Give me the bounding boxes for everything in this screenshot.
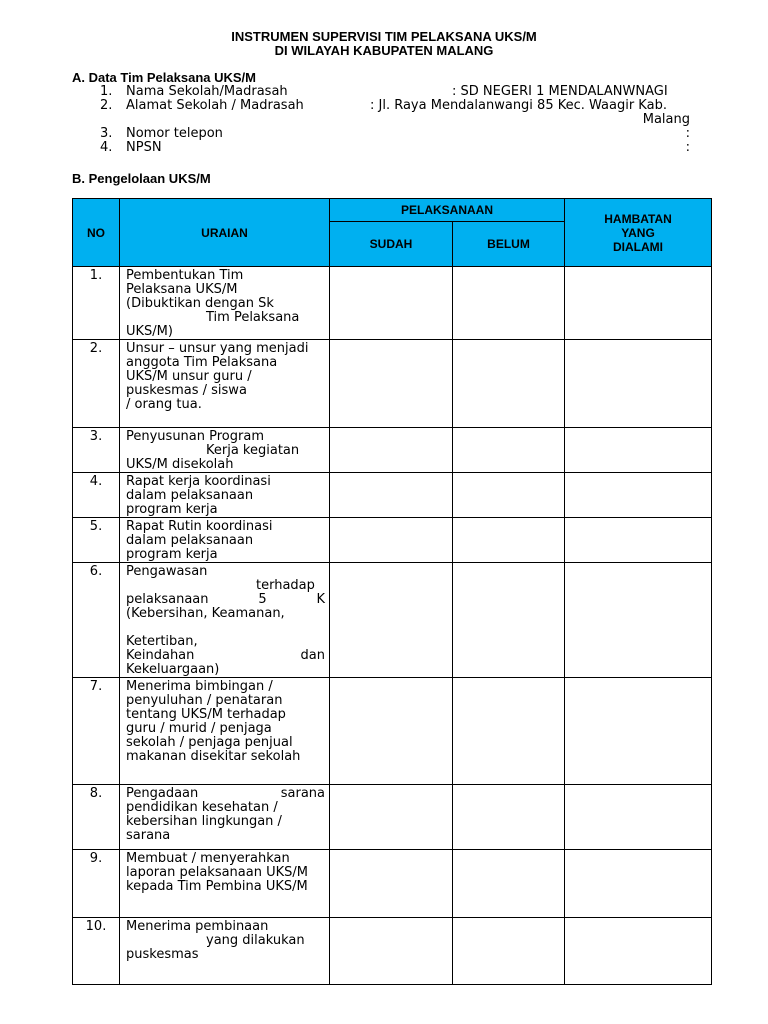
- cell-belum[interactable]: [453, 473, 565, 518]
- uraian-line: Rapat kerja koordinasi: [126, 474, 271, 489]
- uraian-line: sekolah / penjaga penjual: [126, 735, 293, 750]
- header-hambatan: [565, 199, 712, 267]
- uraian-line: Ketertiban,: [126, 634, 198, 649]
- row-uraian: [120, 678, 330, 785]
- info-row-telepon: [100, 127, 223, 141]
- table-row: [73, 267, 712, 340]
- header-belum: BELUM: [453, 222, 565, 267]
- cell-sudah[interactable]: [330, 918, 453, 985]
- section-a-heading: A. Data Tim Pelaksana UKS/M: [72, 70, 256, 85]
- info-value-alamat: : Jl. Raya Mendalanwangi 85 Kec. Waagir Kab.: [370, 98, 667, 113]
- info-row-alamat: [100, 99, 304, 113]
- title-line-2: DI WILAYAH KABUPATEN MALANG: [274, 43, 494, 58]
- uraian-line: UKS/M disekolah: [126, 457, 234, 472]
- info-row-npsn: [100, 141, 162, 155]
- uraian-line: makanan disekitar sekolah: [126, 749, 301, 764]
- uraian-line: guru / murid / penjaga: [126, 721, 272, 736]
- table-row: [73, 850, 712, 918]
- header-hambatan-line: YANG: [621, 225, 655, 240]
- info-label: NPSN: [126, 140, 162, 155]
- cell-hambatan[interactable]: [565, 428, 712, 473]
- row-number: 8.: [73, 785, 120, 850]
- row-number: 4.: [73, 473, 120, 518]
- header-sudah: SUDAH: [330, 222, 453, 267]
- row-uraian: [120, 785, 330, 850]
- uraian-line: (Kebersihan, Keamanan,: [126, 606, 285, 621]
- cell-hambatan[interactable]: [565, 785, 712, 850]
- uraian-line: Keindahan dan: [126, 648, 325, 663]
- table-row: [73, 678, 712, 785]
- info-label: Alamat Sekolah / Madrasah: [126, 98, 304, 113]
- info-value-telepon: :: [685, 126, 690, 141]
- uraian-line: dalam pelaksanaan: [126, 488, 254, 503]
- cell-belum[interactable]: [453, 267, 565, 340]
- table-row: [73, 340, 712, 428]
- uraian-line: Membuat / menyerahkan: [126, 851, 290, 866]
- cell-hambatan[interactable]: [565, 678, 712, 785]
- info-value-nama: : SD NEGERI 1 MENDALANWNAGI: [452, 84, 668, 99]
- uraian-line: program kerja: [126, 502, 218, 517]
- info-value-alamat-cont: Malang: [642, 112, 690, 127]
- uraian-line: pendidikan kesehatan /: [126, 800, 278, 815]
- table-row: [73, 518, 712, 563]
- row-uraian: [120, 340, 330, 428]
- uraian-line: Penyusunan Program: [126, 429, 264, 444]
- cell-belum[interactable]: [453, 850, 565, 918]
- cell-hambatan[interactable]: [565, 340, 712, 428]
- cell-sudah[interactable]: [330, 563, 453, 678]
- table-row: [73, 785, 712, 850]
- uraian-line: Menerima pembinaan: [126, 919, 269, 934]
- uraian-line: sarana: [126, 828, 171, 843]
- uraian-line: Unsur – unsur yang menjadi: [126, 341, 309, 356]
- cell-belum[interactable]: [453, 785, 565, 850]
- title-line-1: INSTRUMEN SUPERVISI TIM PELAKSANA UKS/M: [231, 29, 537, 44]
- cell-belum[interactable]: [453, 678, 565, 785]
- cell-sudah[interactable]: [330, 518, 453, 563]
- uraian-line: pelaksanaan 5 K: [126, 592, 325, 607]
- cell-sudah[interactable]: [330, 473, 453, 518]
- header-uraian: URAIAN: [120, 199, 330, 267]
- cell-hambatan[interactable]: [565, 918, 712, 985]
- header-hambatan-line: HAMBATAN: [604, 211, 672, 226]
- supervision-table: [72, 198, 712, 985]
- table-row: [73, 918, 712, 985]
- uraian-line: Pengawasan: [126, 564, 208, 579]
- uraian-line: UKS/M unsur guru /: [126, 369, 252, 384]
- info-num: 1.: [100, 84, 113, 99]
- row-uraian: [120, 850, 330, 918]
- uraian-line: yang dilakukan: [206, 933, 305, 948]
- cell-sudah[interactable]: [330, 340, 453, 428]
- uraian-line: puskesmas / siswa: [126, 383, 247, 398]
- uraian-line: laporan pelaksanaan UKS/M: [126, 865, 308, 880]
- info-num: 3.: [100, 126, 113, 141]
- uraian-line: program kerja: [126, 547, 218, 562]
- uraian-line: (Dibuktikan dengan Sk: [126, 296, 274, 311]
- header-no: NO: [73, 199, 120, 267]
- cell-hambatan[interactable]: [565, 850, 712, 918]
- uraian-line: Pelaksana UKS/M: [126, 282, 238, 297]
- cell-hambatan[interactable]: [565, 563, 712, 678]
- info-label: Nomor telepon: [126, 126, 223, 141]
- uraian-line: puskesmas: [126, 947, 199, 962]
- uraian-line: Pembentukan Tim: [126, 268, 244, 283]
- uraian-line: anggota Tim Pelaksana: [126, 355, 278, 370]
- document-title: [0, 30, 768, 58]
- cell-belum[interactable]: [453, 563, 565, 678]
- row-number: 3.: [73, 428, 120, 473]
- cell-hambatan[interactable]: [565, 473, 712, 518]
- info-value-npsn: :: [685, 140, 690, 155]
- row-uraian: [120, 267, 330, 340]
- row-number: 9.: [73, 850, 120, 918]
- uraian-line: Rapat Rutin koordinasi: [126, 519, 273, 534]
- cell-sudah[interactable]: [330, 785, 453, 850]
- row-uraian: [120, 473, 330, 518]
- table-row: [73, 563, 712, 678]
- table-row: [73, 428, 712, 473]
- cell-hambatan[interactable]: [565, 267, 712, 340]
- row-uraian: [120, 518, 330, 563]
- info-label: Nama Sekolah/Madrasah: [126, 84, 288, 99]
- section-b-heading: B. Pengelolaan UKS/M: [72, 171, 211, 186]
- info-row-nama: [100, 85, 288, 99]
- cell-belum[interactable]: [453, 918, 565, 985]
- table-row: [73, 473, 712, 518]
- cell-sudah[interactable]: [330, 267, 453, 340]
- row-uraian: [120, 918, 330, 985]
- uraian-line: tentang UKS/M terhadap: [126, 707, 286, 722]
- uraian-line: Tim Pelaksana: [206, 310, 300, 325]
- row-uraian: [120, 563, 330, 678]
- row-number: 5.: [73, 518, 120, 563]
- cell-hambatan[interactable]: [565, 518, 712, 563]
- uraian-line: Menerima bimbingan /: [126, 679, 273, 694]
- row-number: 7.: [73, 678, 120, 785]
- row-number: 10.: [73, 918, 120, 985]
- uraian-line: kebersihan lingkungan /: [126, 814, 282, 829]
- uraian-line: kepada Tim Pembina UKS/M: [126, 879, 308, 894]
- row-number: 1.: [73, 267, 120, 340]
- header-pelaksanaan: PELAKSANAAN: [330, 199, 565, 222]
- uraian-line: / orang tua.: [126, 397, 202, 412]
- uraian-line: terhadap: [256, 578, 315, 593]
- header-hambatan-line: DIALAMI: [613, 239, 664, 254]
- cell-sudah[interactable]: [330, 678, 453, 785]
- row-number: 2.: [73, 340, 120, 428]
- uraian-line: Kerja kegiatan: [206, 443, 300, 458]
- info-num: 4.: [100, 140, 113, 155]
- cell-sudah[interactable]: [330, 428, 453, 473]
- uraian-line: Kekeluargaan): [126, 662, 220, 677]
- uraian-line: UKS/M): [126, 324, 173, 339]
- info-num: 2.: [100, 98, 113, 113]
- cell-belum[interactable]: [453, 428, 565, 473]
- cell-sudah[interactable]: [330, 850, 453, 918]
- cell-belum[interactable]: [453, 340, 565, 428]
- uraian-line: penyuluhan / penataran: [126, 693, 283, 708]
- row-uraian: [120, 428, 330, 473]
- cell-belum[interactable]: [453, 518, 565, 563]
- uraian-line: dalam pelaksanaan: [126, 533, 254, 548]
- row-number: 6.: [73, 563, 120, 678]
- uraian-line: Pengadaan sarana: [126, 786, 325, 801]
